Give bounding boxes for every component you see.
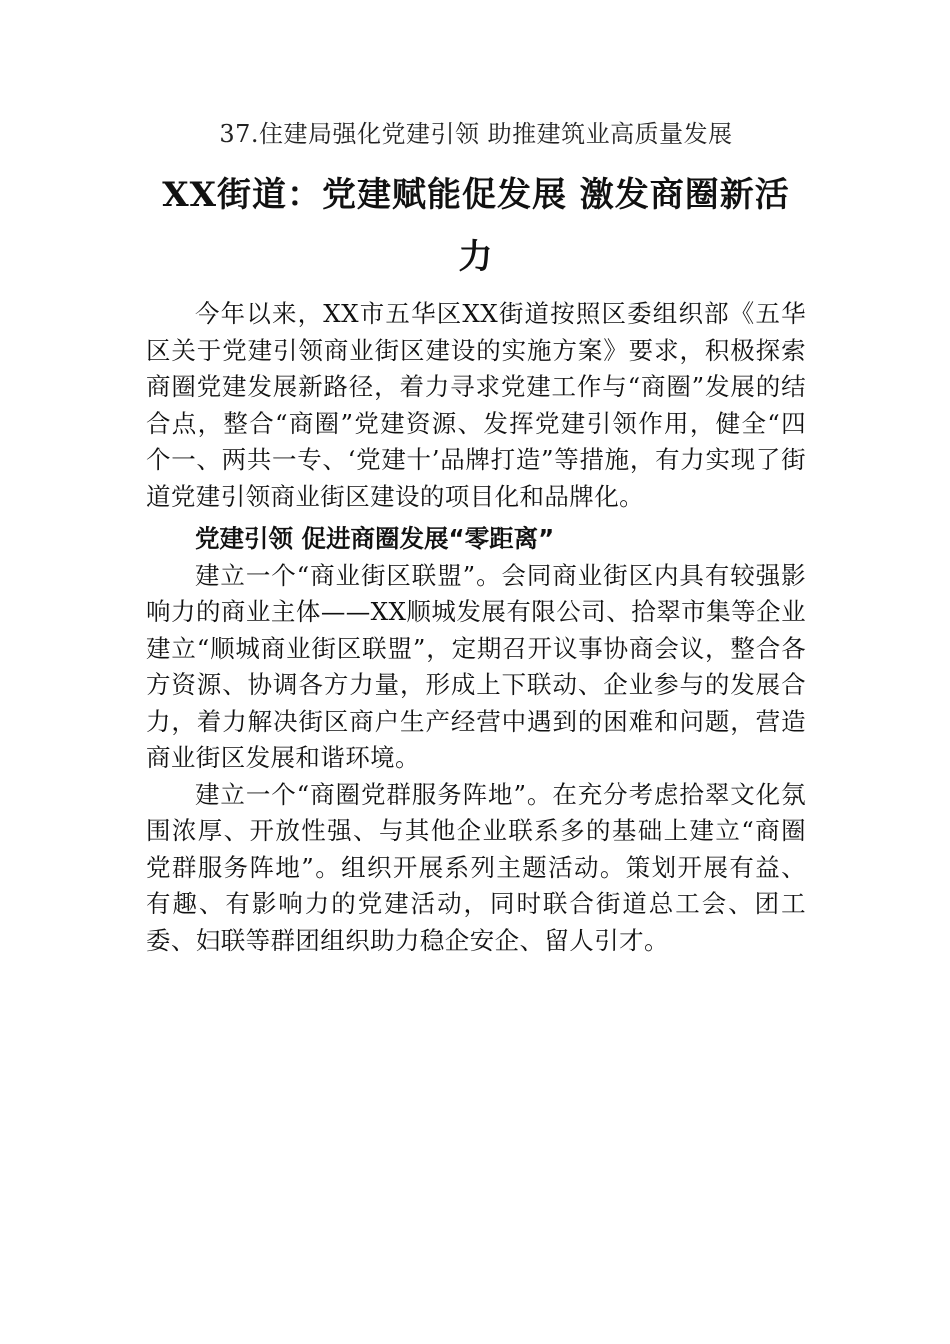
- intro-paragraph: 今年以来，XX市五华区XX街道按照区委组织部《五华区关于党建引领商业街区建设的实施方案》要求，积极探索商圈党建发展新路径，着力寻求党建工作与“商圈”发展的结合点，整合“商圈”党建资源、发挥党建引领作用，健全“四个一、两共一专、‘党建十’品牌打造”等措施，有力实现了街道党建引领商业街区建设的项目化和品牌化。: [146, 299, 806, 511]
- document-body: [146, 114, 806, 959]
- body-paragraph-2: 建立一个“商圈党群服务阵地”。在充分考虑拾翠文化氛围浓厚、开放性强、与其他企业联系多的基础上建立“商圈党群服务阵地”。组织开展系列主题活动。策划开展有益、有趣、有影响力的党建活动，同时联合街道总工会、团工委、妇联等群团组织助力稳企安企、留人引才。: [146, 779, 806, 955]
- document-title: XX街道：党建赋能促发展 激发商圈新活力: [162, 175, 790, 277]
- document-subtitle: 37.住建局强化党建引领 助推建筑业高质量发展: [219, 120, 733, 148]
- body-paragraph-1: 建立一个“商业街区联盟”。会同商业街区内具有较强影响力的商业主体——XX顺城发展有限公司、拾翠市集等企业建立“顺城商业街区联盟”，定期召开议事协商会议，整合各方资源、协调各方力量，形成上下联动、企业参与的发展合力，着力解决街区商户生产经营中遇到的困难和问题，营造商业街区发展和谐环境。: [146, 560, 806, 772]
- section-heading: 党建引领 促进商圈发展“零距离”: [195, 524, 555, 553]
